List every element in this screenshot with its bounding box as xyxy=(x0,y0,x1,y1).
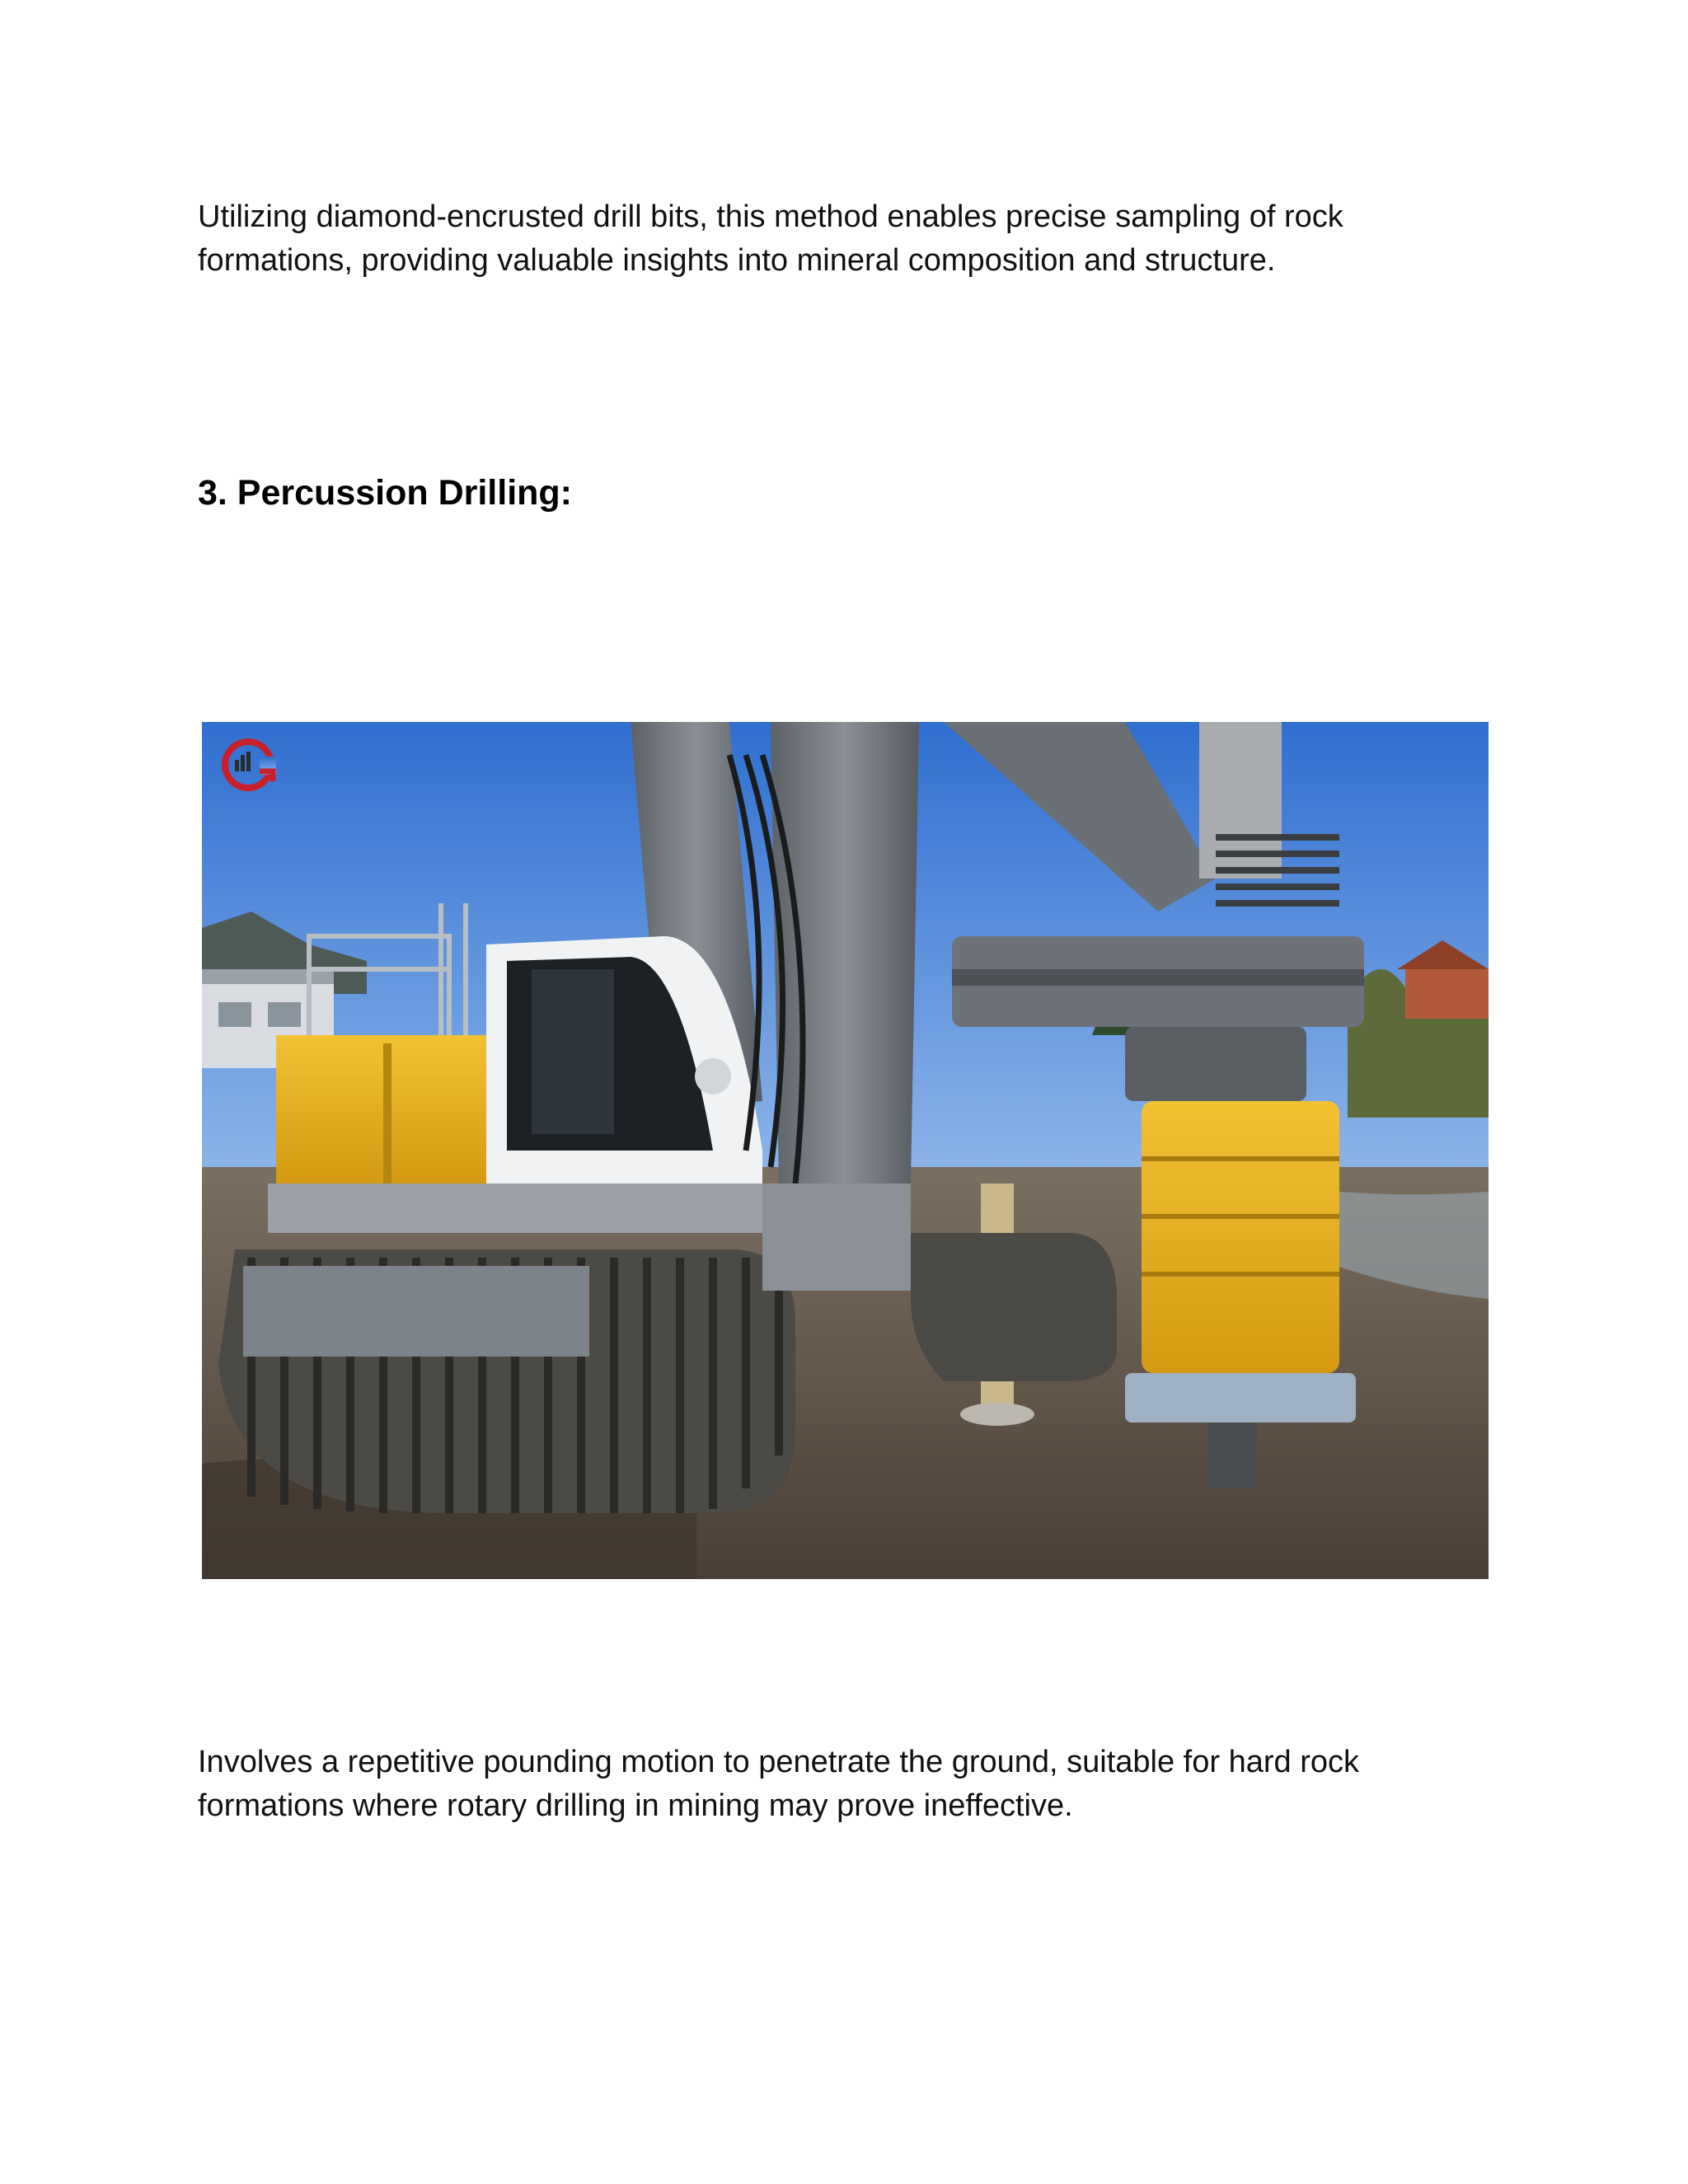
intro-paragraph: Utilizing diamond-encrusted drill bits, this method enables precise sampling of rock formations, providing valuable insights into mineral composition and structure. xyxy=(198,199,1343,278)
drilling-rig-illustration xyxy=(202,722,1489,1579)
drilling-rig-photo xyxy=(202,722,1489,1579)
section-heading: 3. Percussion Drilling: xyxy=(198,473,572,513)
percussion-paragraph: Involves a repetitive pounding motion to penetrate the ground, suitable for hard rock formations where rotary drilling in mining may prove ineffective. xyxy=(198,1745,1359,1823)
